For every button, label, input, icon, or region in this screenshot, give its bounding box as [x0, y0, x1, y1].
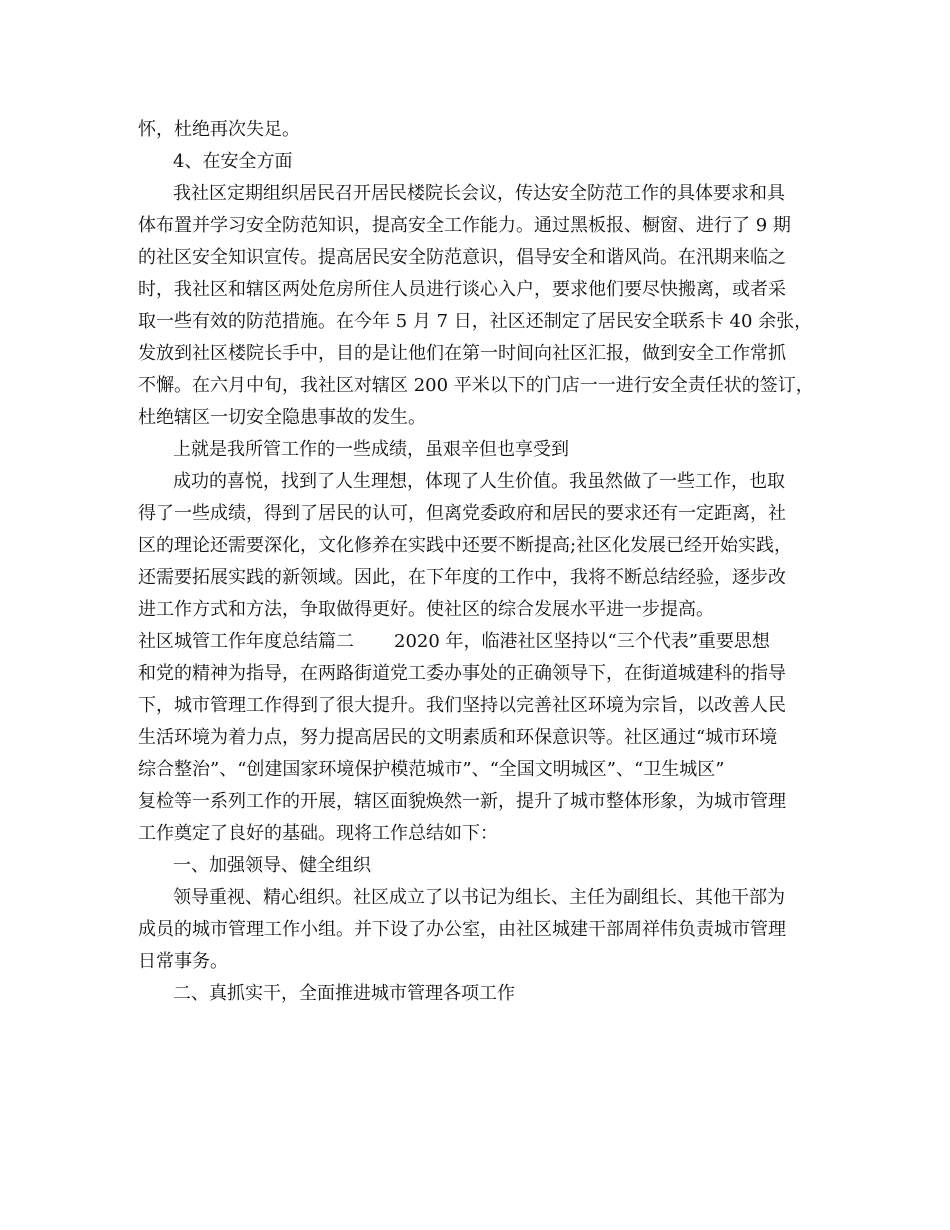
- text-line: 日常事务。: [138, 951, 228, 972]
- text-line: 综合整治”、“创建国家环境保护模范城市”、“全国文明城区”、“卫生城区”: [138, 759, 725, 780]
- section-first-line: 2020 年，临港社区坚持以“三个代表”重要思想: [394, 631, 770, 652]
- text-line: 进工作方式和方法，争取做得更好。使社区的综合发展水平进一步提高。: [138, 599, 714, 620]
- text-line: 生活环境为着力点，努力提高居民的文明素质和环保意识等。社区通过“城市环境: [138, 727, 778, 748]
- heading-gap: [354, 626, 394, 658]
- text-line: 杜绝辖区一切安全隐患事故的发生。: [138, 407, 426, 428]
- text-line: 发放到社区楼院长手中，目的是让他们在第一时间向社区汇报，做到安全工作常抓: [138, 343, 786, 364]
- paragraph-block-1: [138, 114, 828, 626]
- text-line: 领导重视、精心组织。社区成立了以书记为组长、主任为副组长、其他干部为: [173, 887, 785, 908]
- paragraph-block-2: [138, 658, 828, 1010]
- document-body: [138, 114, 828, 1010]
- text-line: 4、在安全方面: [173, 151, 293, 172]
- text-line: 怀，杜绝再次失足。: [138, 119, 300, 140]
- text-line: 成员的城市管理工作小组。并下设了办公室，由社区城建干部周祥伟负责城市管理: [138, 919, 786, 940]
- text-line: 体布置并学习安全防范知识，提高安全工作能力。通过黑板报、橱窗、进行了 9 期: [138, 215, 791, 236]
- text-line: 取一些有效的防范措施。在今年 5 月 7 日，社区还制定了居民安全联系卡 40 余张，: [138, 311, 813, 332]
- text-line: 的社区安全知识宣传。提高居民安全防范意识，倡导安全和谐风尚。在汛期来临之: [138, 247, 786, 268]
- text-line: 不懈。在六月中旬，我社区对辖区 200 平米以下的门店一一进行安全责任状的签订，: [138, 375, 814, 396]
- text-line: 一、加强领导、健全组织: [173, 855, 371, 876]
- section-heading-line: [138, 626, 828, 658]
- text-line: 复检等一系列工作的开展，辖区面貌焕然一新，提升了城市整体形象，为城市管理: [138, 791, 786, 812]
- text-line: 区的理论还需要深化，文化修养在实践中还要不断提高;社区化发展已经开始实践，: [138, 535, 793, 556]
- text-line: 下，城市管理工作得到了很大提升。我们坚持以完善社区环境为宗旨，以改善人民: [138, 695, 786, 716]
- text-line: 我社区定期组织居民召开居民楼院长会议，传达安全防范工作的具体要求和具: [173, 183, 785, 204]
- text-line: 时，我社区和辖区两处危房所住人员进行谈心入户，要求他们要尽快搬离，或者采: [138, 279, 786, 300]
- text-line: 还需要拓展实践的新领域。因此，在下年度的工作中，我将不断总结经验，逐步改: [138, 567, 786, 588]
- text-line: 二、真抓实干，全面推进城市管理各项工作: [173, 983, 515, 1004]
- text-line: 得了一些成绩，得到了居民的认可，但离党委政府和居民的要求还有一定距离，社: [138, 503, 786, 524]
- text-line: 成功的喜悦，找到了人生理想，体现了人生价值。我虽然做了一些工作，也取: [173, 471, 785, 492]
- text-line: 上就是我所管工作的一些成绩，虽艰辛但也享受到: [173, 439, 569, 460]
- section-title: 社区城管工作年度总结篇二: [138, 631, 354, 652]
- text-line: 和党的精神为指导，在两路街道党工委办事处的正确领导下，在街道城建科的指导: [138, 663, 786, 684]
- text-line: 工作奠定了良好的基础。现将工作总结如下：: [138, 823, 498, 844]
